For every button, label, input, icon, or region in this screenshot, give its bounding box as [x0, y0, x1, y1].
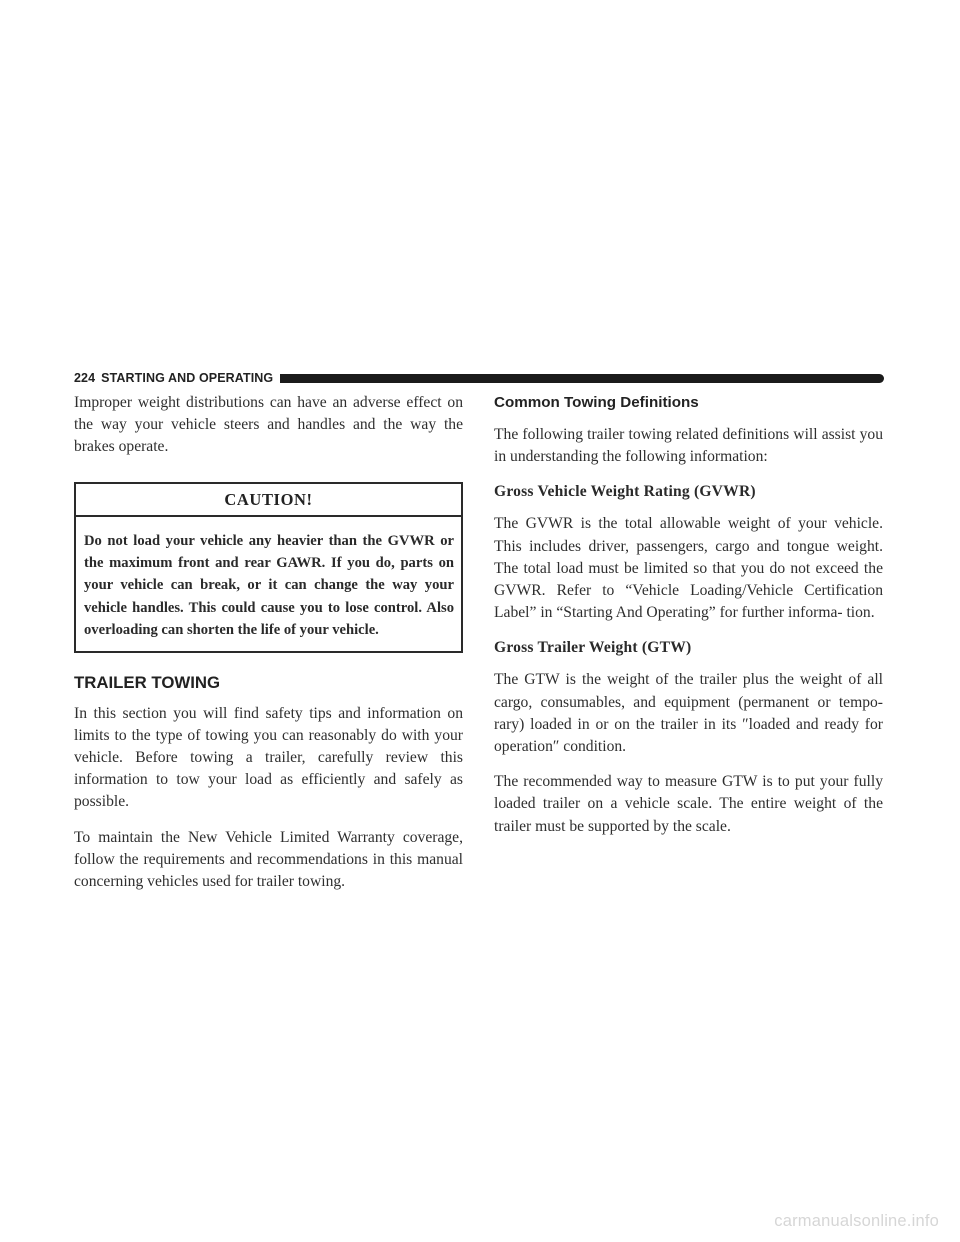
- gtw-heading: Gross Trailer Weight (GTW): [494, 639, 692, 657]
- common-towing-definitions-heading: Common Towing Definitions: [494, 394, 699, 411]
- definitions-intro: The following trailer towing related definitions will assist you in understanding the following information:: [494, 426, 883, 466]
- header-rule: [280, 374, 884, 383]
- right-column: [494, 392, 883, 851]
- gvwr-text: The GVWR is the total allowable weight of your vehicle. This includes driver, passengers, cargo and tongue weight. The total load must be limited so that you do not exceed the GVWR. Refer to “Vehicle Loading/Vehicle Certification Label” in “Starting And Operating” for further informa- tion.: [494, 515, 883, 622]
- page-number: 224: [74, 371, 96, 385]
- watermark: carmanualsonline.info: [774, 1212, 939, 1230]
- trailer-towing-paragraph-1: In this section you will find safety tips and information on limits to the type of towing you can reasonably do with your vehicle. Before towing a trailer, carefully review this information to tow your load as efficiently and safely as possible.: [74, 704, 463, 811]
- caution-box: [74, 482, 463, 653]
- left-column: [74, 392, 463, 906]
- gtw-measure-text: The recommended way to measure GTW is to put your fully loaded trailer on a vehicle scale. The entire weight of the trailer must be supported by the scale.: [494, 773, 883, 835]
- gvwr-heading: Gross Vehicle Weight Rating (GVWR): [494, 483, 756, 501]
- section-heading-trailer-towing: TRAILER TOWING: [74, 672, 221, 692]
- caution-body: Do not load your vehicle any heavier than the GVWR or the maximum front and rear GAWR. If you do, parts on your vehicle can break, or it can change the way your vehicle handles. This could cause you to lose control. Also overloading can shorten the life of your vehicle.: [84, 532, 454, 639]
- gtw-text: The GTW is the weight of the trailer plus the weight of all cargo, consumables, and equipment (permanent or tempo- rary) loaded in or on the trailer in its ″loaded and ready for operation″ condition.: [494, 671, 883, 756]
- trailer-towing-paragraph-2: To maintain the New Vehicle Limited Warranty coverage, follow the requirements and recommendations in this manual concerning vehicles used for trailer towing.: [74, 828, 463, 891]
- page-header: [74, 371, 884, 385]
- caution-title: CAUTION!: [76, 484, 461, 517]
- intro-paragraph: Improper weight distributions can have an adverse effect on the way your vehicle steers and handles and the way the brakes operate.: [74, 394, 463, 456]
- section-title: STARTING AND OPERATING: [101, 371, 274, 385]
